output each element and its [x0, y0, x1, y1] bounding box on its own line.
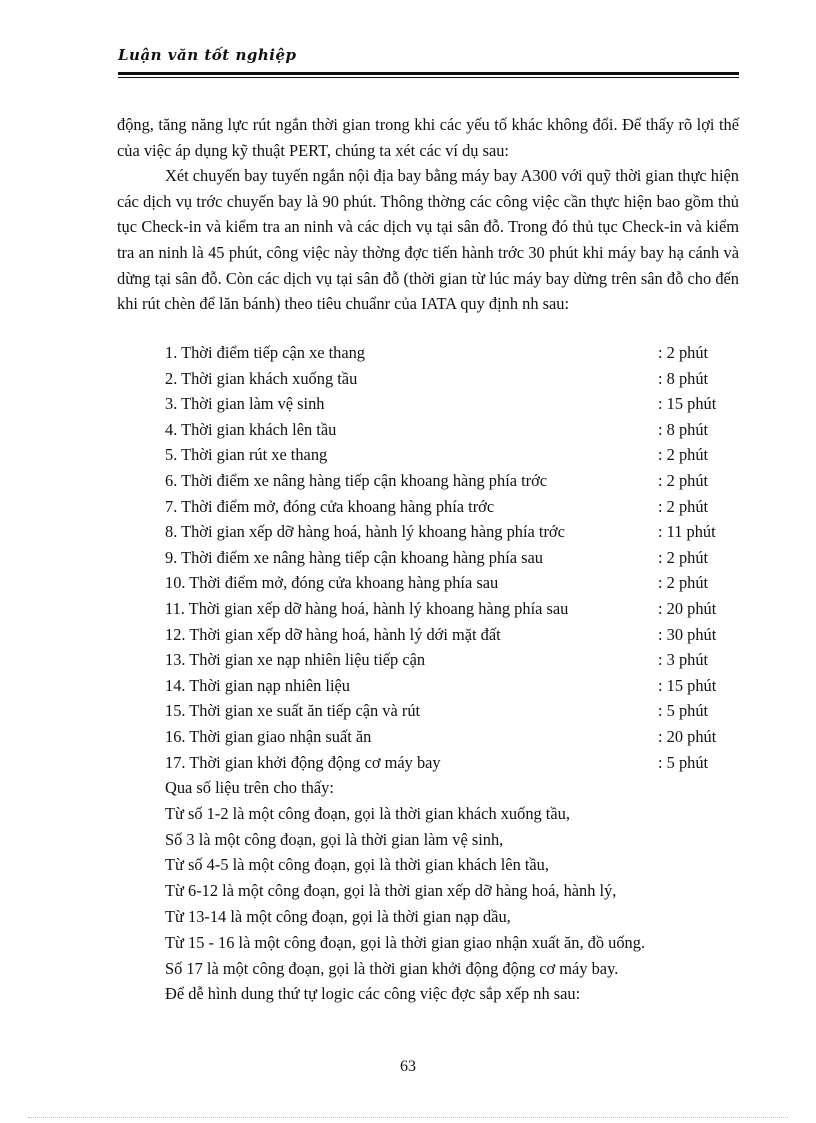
list-item — [165, 545, 745, 571]
list-item — [165, 468, 745, 494]
note-line: Số 17 là một công đoạn, gọi là thời gian khởi động động cơ máy bay. — [165, 958, 619, 978]
footer-divider — [28, 1117, 788, 1118]
task-duration: : 2 phút — [658, 496, 709, 516]
list-item — [165, 647, 745, 673]
header-rule-thin — [118, 77, 739, 78]
task-label: 9. Thời điểm xe nâng hàng tiếp cận khoang hàng phía sau — [165, 547, 543, 567]
list-item — [165, 750, 745, 776]
note-line: Từ 13-14 là một công đoạn, gọi là thời gian nạp dầu, — [165, 906, 511, 926]
note-line: Số 3 là một công đoạn, gọi là thời gian làm vệ sinh, — [165, 829, 504, 849]
list-item — [165, 417, 745, 443]
body-text — [117, 112, 739, 317]
task-label: 11. Thời gian xếp dỡ hàng hoá, hành lý khoang hàng phía sau — [165, 598, 569, 618]
task-duration: : 20 phút — [658, 726, 717, 746]
note-line: Từ số 4-5 là một công đoạn, gọi là thời gian khách lên tầu, — [165, 855, 549, 875]
task-duration: : 2 phút — [658, 470, 709, 490]
header-title: Luận văn tốt nghiệp — [118, 46, 297, 64]
task-duration: : 30 phút — [658, 624, 717, 644]
task-label: 8. Thời gian xếp dỡ hàng hoá, hành lý khoang hàng phía trớc — [165, 522, 565, 542]
task-duration: : 11 phút — [658, 522, 716, 542]
task-duration: : 15 phút — [658, 394, 717, 414]
summary-notes — [165, 775, 755, 1007]
task-duration: : 5 phút — [658, 701, 709, 721]
task-duration: : 5 phút — [658, 752, 709, 772]
list-item — [165, 596, 745, 622]
task-duration: : 8 phút — [658, 419, 709, 439]
task-label: 4. Thời gian khách lên tầu — [165, 419, 337, 439]
task-duration: : 15 phút — [658, 675, 717, 695]
note-line: Từ 15 - 16 là một công đoạn, gọi là thời gian giao nhận xuất ăn, đồ uống. — [165, 932, 646, 952]
header-rule-thick — [118, 72, 739, 75]
task-duration: : 20 phút — [658, 598, 717, 618]
list-item — [165, 442, 745, 468]
note-line: Để dễ hình dung thứ tự logic các công việc đợc sắp xếp nh sau: — [165, 984, 581, 1004]
task-duration: : 3 phút — [658, 650, 709, 670]
task-label: 6. Thời điểm xe nâng hàng tiếp cận khoang hàng phía trớc — [165, 470, 548, 490]
list-item — [165, 391, 745, 417]
note-line: Từ 6-12 là một công đoạn, gọi là thời gian xếp dỡ hàng hoá, hành lý, — [165, 881, 617, 901]
task-label: 10. Thời điểm mở, đóng cửa khoang hàng phía sau — [165, 573, 499, 593]
task-list — [165, 340, 745, 775]
task-duration: : 8 phút — [658, 368, 709, 388]
list-item — [165, 622, 745, 648]
list-item — [165, 340, 745, 366]
task-duration: : 2 phút — [658, 547, 709, 567]
list-item — [165, 724, 745, 750]
task-label: 13. Thời gian xe nạp nhiên liệu tiếp cận — [165, 650, 426, 670]
list-item — [165, 698, 745, 724]
task-label: 12. Thời gian xếp dỡ hàng hoá, hành lý dới mặt đất — [165, 624, 501, 644]
task-label: 17. Thời gian khởi động động cơ máy bay — [165, 752, 441, 772]
list-item — [165, 519, 745, 545]
page-number: 63 — [400, 1058, 416, 1075]
paragraph-example: Xét chuyến bay tuyến ngắn nội địa bay bằng máy bay A300 với quỹ thời gian thực hiện các dịch vụ trớc chuyến bay là 90 phút. Thông thờng các công việc cần thực hiện bao gồm thủ tục Check-in và kiểm tra an ninh và các dịch vụ tại sân đỗ. Trong đó thủ tục Check-in và kiểm tra an ninh là 45 phút, công việc này thờng đợc tiến hành trớc 30 phút khi máy bay hạ cánh và dừng tại sân đỗ. Còn các dịch vụ tại sân đỗ (thời gian từ lúc máy bay dừng trên sân đỗ cho đến khi rút chèn để lăn bánh) theo tiêu chuẩnr của IATA quy định nh sau: — [117, 166, 739, 314]
task-label: 15. Thời gian xe suất ăn tiếp cận và rút — [165, 701, 421, 721]
list-item — [165, 366, 745, 392]
task-label: 16. Thời gian giao nhận suất ăn — [165, 726, 372, 746]
task-duration: : 2 phút — [658, 445, 709, 465]
page-header — [118, 46, 738, 64]
task-label: 7. Thời điểm mở, đóng cửa khoang hàng phía trớc — [165, 496, 495, 516]
task-label: 5. Thời gian rút xe thang — [165, 445, 328, 465]
task-duration: : 2 phút — [658, 343, 709, 362]
list-item — [165, 494, 745, 520]
task-label: 1. Thời điểm tiếp cận xe thang — [165, 343, 365, 362]
task-label: 2. Thời gian khách xuống tầu — [165, 368, 358, 388]
list-item — [165, 673, 745, 699]
paragraph-intro: động, tăng năng lực rút ngắn thời gian trong khi các yếu tố khác không đổi. Để thấy rõ lợi thế của việc áp dụng kỹ thuật PERT, chúng ta xét các ví dụ sau: — [117, 115, 739, 160]
task-duration: : 2 phút — [658, 573, 709, 593]
list-item — [165, 570, 745, 596]
task-label: 14. Thời gian nạp nhiên liệu — [165, 675, 350, 695]
task-label: 3. Thời gian làm vệ sinh — [165, 394, 325, 414]
note-line: Qua số liệu trên cho thấy: — [165, 778, 334, 797]
note-line: Từ số 1-2 là một công đoạn, gọi là thời gian khách xuống tầu, — [165, 803, 570, 823]
